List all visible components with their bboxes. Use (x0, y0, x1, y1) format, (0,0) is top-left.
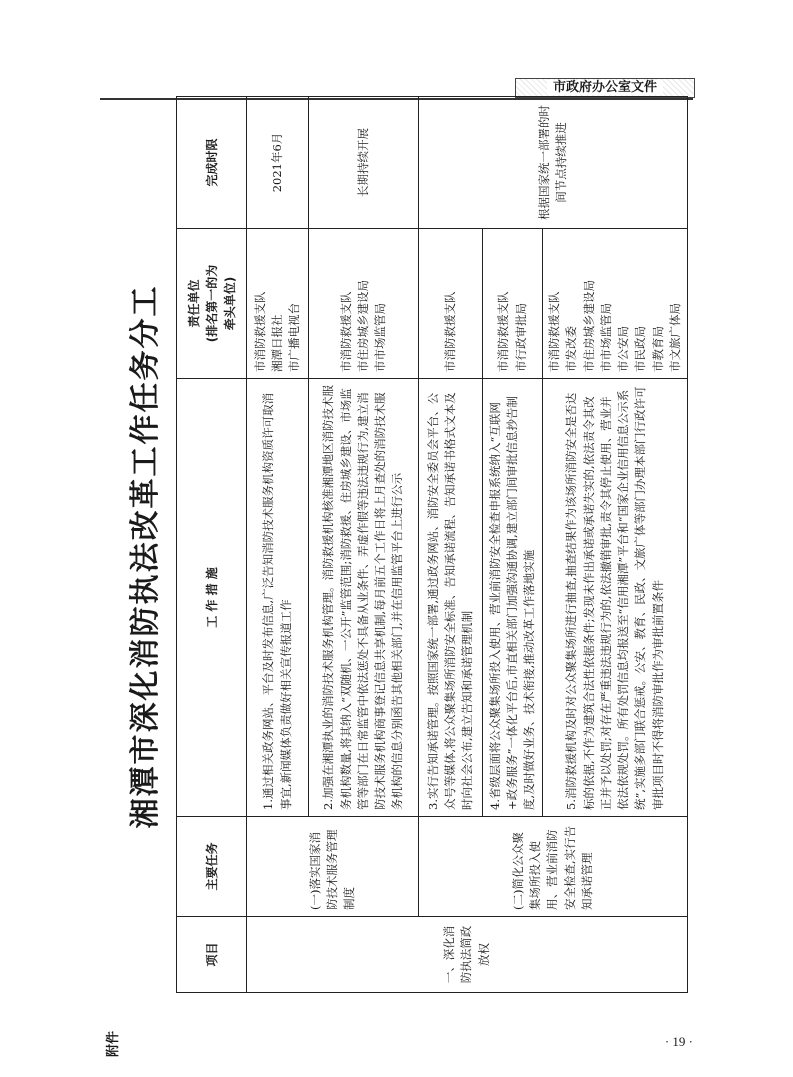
document-title: 湘潭市深化消防执法改革工作任务分工 (128, 284, 163, 829)
document-type-badge: 市政府办公室文件 (515, 78, 695, 98)
header-task: 主要任务 (177, 817, 247, 917)
project-cell: 一、深化消防执法简政放权 (247, 917, 688, 993)
unit-cell: 市消防救援支队 市住房城乡建设局 市市场监管局 (309, 229, 419, 379)
table-row (419, 97, 483, 993)
rotated-page-content (100, 56, 690, 1057)
measure-cell: 3.实行告知承诺管理。按照国家统一部署,通过政务网站、消防安全委员会平台、公众号等媒体,将公众聚集场所消防安全标准、告知承诺流程、告知承诺书格式文本及时向社会公布,建立告知和承诺管理机制 (419, 379, 483, 817)
time-cell: 长期持续开展 (309, 97, 419, 229)
unit-cell: 市消防救援支队 (419, 229, 483, 379)
table-row (247, 97, 309, 993)
header-measures: 工 作 措 施 (177, 379, 247, 817)
time-cell: 2021年6月 (247, 97, 309, 229)
header-unit: 责任单位 (排名第一的为 牵头单位) (177, 229, 247, 379)
measure-cell: 2.加强在湘潭执业的消防技术服务机构管理。消防救援机构核准湘潭地区消防技术服务机构数量,将其纳入“双随机、一公开”监管范围;消防救援、住房城乡建设、市场监管等部门在日常监管中依法惩处不具备从业条件、弄虚作假等违法违规行为,建立消防技术服务机构商事登记信息共享机制,每月前五个工作日将上月查处的消防技术服务机构的信息分别函告其他相关部门,并在信用监管平台上进行公示 (309, 379, 419, 817)
unit-cell: 市消防救援支队 市发改委 市住房城乡建设局 市市场监管局 市公安局 市民政局 市教育局 市文旅广体局 (543, 229, 688, 379)
table-header-row (177, 97, 247, 993)
header-project: 项目 (177, 917, 247, 993)
measure-cell: 5.消防救援机构及时对公众聚集场所进行抽查,抽查结果作为该场所消防安全是否达标的依据,不作为建筑合法性依据条件;发现未作出承诺或承诺失实的,依法责令其改正并予以处罚;对存在严重违法违规行为的,依法撤销审批,责令其停止使用、营业并依法依规处罚。所有处罚信息均报送至“信用湘潭”平台和“国家企业信用信息公示系统”,实施多部门联合惩戒。公安、教育、民政、文旅广体等部门办理本部门行政许可审批项目时不得将消防审批作为审批前置条件 (543, 379, 688, 817)
task-cell-1: (一)落实国家消防技术服务管理制度 (247, 817, 419, 917)
unit-cell: 市消防救援支队 湘潭日报社 市广播电视台 (247, 229, 309, 379)
measure-cell: 4.省级层面将公众聚集场所投入使用、营业前消防安全检查申报系统纳入“互联网+政务服务”一体化平台后,市直相关部门加强沟通协调,建立部门间审批信息抄告制度,及时做好业务、技术衔接,推动改革工作落地实施 (483, 379, 543, 817)
task-table (176, 96, 688, 993)
page-number: · 19 · (664, 1034, 693, 1049)
time-cell: 根据国家统一部署的时间节点持续推进 (419, 97, 688, 229)
measure-cell: 1.通过相关政务网站、平台及时发布信息,广泛告知消防技术服务机构资质许可取消事宜,新闻媒体负责做好相关宣传报道工作 (247, 379, 309, 817)
header-time: 完成时限 (177, 97, 247, 229)
unit-cell: 市消防救援支队 市行政审批局 (483, 229, 543, 379)
task-cell-2: (二)简化公众聚集场所投入使用、营业前消防安全检查,实行告知承诺管理 (419, 817, 688, 917)
attachment-label: 附件 (106, 1030, 121, 1057)
